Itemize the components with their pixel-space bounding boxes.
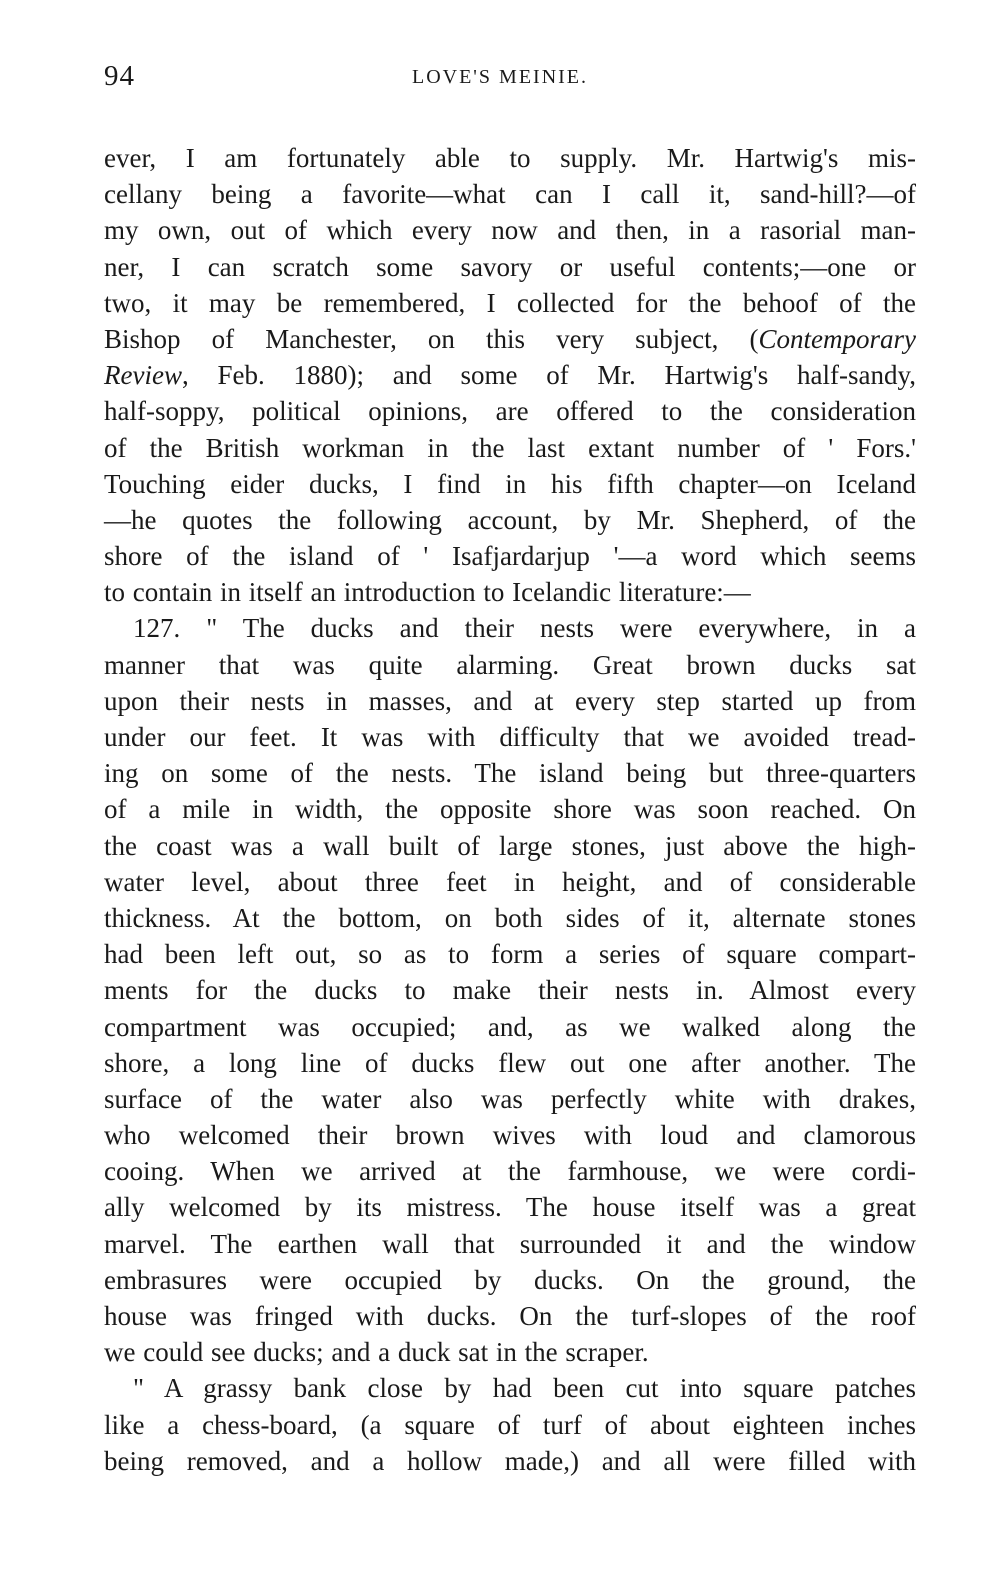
text-line: manner that was quite alarming. Great brown ducks sat [104,649,916,680]
text-line: my own, out of which every now and then, in a rasorial man- [104,215,916,246]
text-line: shore, a long line of ducks flew out one after another. The [104,1047,916,1078]
text-line: cooing. When we arrived at the farmhouse, we were cordi- [104,1156,916,1187]
text-line: Touching eider ducks, I find in his fifth chapter—on Iceland [104,468,916,499]
text-line: half-soppy, political opinions, are offered to the consideration [104,396,916,427]
text-line: two, it may be remembered, I collected for the behoof of the [104,287,916,318]
text-line: surface of the water also was perfectly white with drakes, [104,1083,916,1114]
text-line: who welcomed their brown wives with loud and clamorous [104,1120,916,1151]
text-line: upon their nests in masses, and at every step started up from [104,685,916,716]
text-line: to contain in itself an introduction to Icelandic literature:— [104,577,751,608]
text-line: compartment was occupied; and, as we walked along the [104,1011,916,1042]
text-line: the coast was a wall built of large stones, just above the high- [104,830,916,861]
text-line: of a mile in width, the opposite shore was soon reached. On [104,794,916,825]
text-line: thickness. At the bottom, on both sides of it, alternate stones [104,902,916,933]
text-line: embrasures were occupied by ducks. On the ground, the [104,1264,916,1295]
body-text [104,140,916,1479]
text-line: ments for the ducks to make their nests in. Almost every [104,975,916,1006]
text-line: —he quotes the following account, by Mr. Shepherd, of the [104,504,916,535]
page-header [0,60,1000,100]
text-line: being removed, and a hollow made,) and all were filled with [104,1445,916,1476]
paragraph-start-line: " A grassy bank close by had been cut into square patches [133,1373,916,1404]
running-title: LOVE'S MEINIE. [411,66,589,88]
text-line: like a chess-board, (a square of turf of about eighteen inches [104,1409,916,1440]
text-line: ing on some of the nests. The island being but three-quarters [104,758,916,789]
text-line: ner, I can scratch some savory or useful contents;—one or [104,251,916,282]
text-line: of the British workman in the last extant number of ' Fors.' [104,432,916,463]
paragraph-start-line: 127. " The ducks and their nests were everywhere, in a [133,613,916,644]
text-line: cellany being a favorite—what can I call it, sand-hill?—of [104,179,916,210]
text-line: Bishop of Manchester, on this very subject, (Contemporary [104,323,916,354]
text-line: water level, about three feet in height, and of considerable [104,866,916,897]
text-line: house was fringed with ducks. On the turf-slopes of the roof [104,1301,916,1331]
text-line: under our feet. It was with difficulty that we avoided tread- [104,722,916,752]
text-line: Review, Feb. 1880); and some of Mr. Hartwig's half-sandy, [104,360,916,391]
text-line: shore of the island of ' Isafjardarjup '—a word which seems [104,541,916,572]
text-line: ever, I am fortunately able to supply. Mr. Hartwig's mis- [104,143,916,173]
text-line: had been left out, so as to form a series of square compart- [104,939,916,970]
text-line: marvel. The earthen wall that surrounded it and the window [104,1228,916,1259]
text-line: we could see ducks; and a duck sat in the scraper. [104,1337,649,1368]
text-line: ally welcomed by its mistress. The house itself was a great [104,1192,916,1223]
page-number: 94 [104,60,135,92]
